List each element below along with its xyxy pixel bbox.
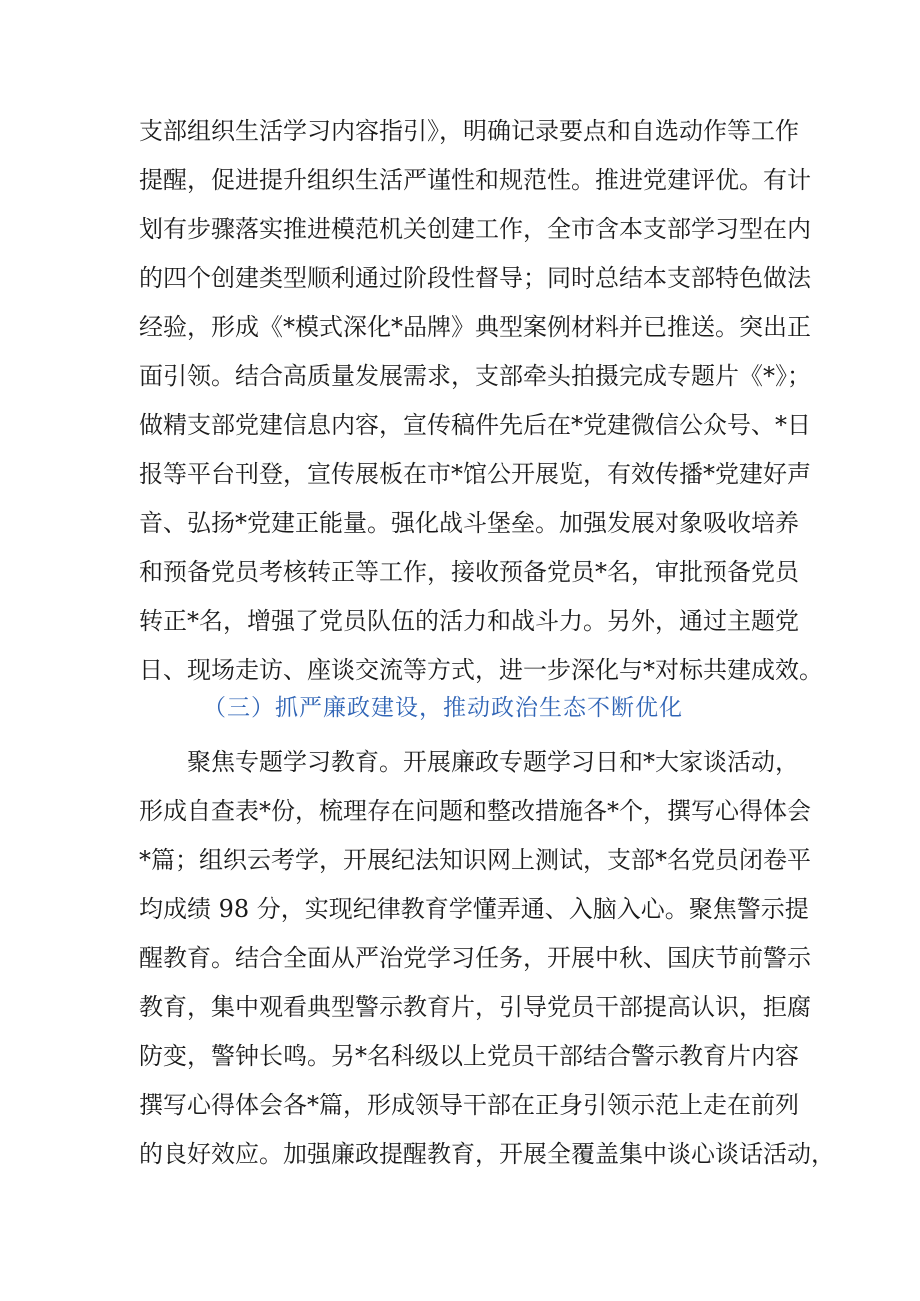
body-line: 经验，形成《*模式深化*品牌》典型案例材料并已推送。突出正 [139, 313, 811, 341]
body-line: 均成绩 98 分，实现纪律教育学懂弄通、入脑入心。聚焦警示提 [139, 895, 809, 923]
body-line: 形成自查表*份，梳理存在问题和整改措施各*个，撰写心得体会 [139, 797, 811, 825]
body-line: 教育，集中观看典型警示教育片，引导党员干部提高认识，拒腐 [139, 993, 811, 1021]
body-line: 支部组织生活学习内容指引》，明确记录要点和自选动作等工作 [139, 117, 799, 145]
body-line: 防变，警钟长鸣。另*名科级以上党员干部结合警示教育片内容 [139, 1042, 799, 1070]
body-line: 和预备党员考核转正等工作，接收预备党员*名，审批预备党员 [139, 558, 799, 586]
body-line: 提醒，促进提升组织生活严谨性和规范性。推进党建评优。有计 [139, 166, 811, 194]
body-line: 的四个创建类型顺利通过阶段性督导；同时总结本支部特色做法 [139, 264, 811, 292]
body-line: 日、现场走访、座谈交流等方式，进一步深化与*对标共建成效。 [139, 656, 823, 684]
body-line: 划有步骤落实推进模范机关创建工作，全市含本支部学习型在内 [139, 215, 811, 243]
body-line: 报等平台刊登，宣传展板在市*馆公开展览，有效传播*党建好声 [139, 460, 811, 488]
body-line: *篇；组织云考学，开展纪法知识网上测试，支部*名党员闭卷平 [139, 846, 811, 874]
body-line: 做精支部党建信息内容，宣传稿件先后在*党建微信公众号、*日 [139, 411, 811, 439]
body-line: 醒教育。结合全面从严治党学习任务，开展中秋、国庆节前警示 [139, 944, 811, 972]
section-heading: （三）抓严廉政建设，推动政治生态不断优化 [203, 695, 683, 721]
body-line: 聚焦专题学习教育。开展廉政专题学习日和*大家谈活动， [187, 748, 799, 776]
body-line: 音、弘扬*党建正能量。强化战斗堡垒。加强发展对象吸收培养 [139, 509, 799, 537]
body-line: 的良好效应。加强廉政提醒教育，开展全覆盖集中谈心谈话活动， [139, 1140, 835, 1168]
body-line: 撰写心得体会各*篇，形成领导干部在正身引领示范上走在前列 [139, 1091, 799, 1119]
body-line: 转正*名，增强了党员队伍的活力和战斗力。另外，通过主题党 [139, 607, 799, 635]
body-line: 面引领。结合高质量发展需求，支部牵头拍摄完成专题片《*》； [139, 362, 811, 390]
